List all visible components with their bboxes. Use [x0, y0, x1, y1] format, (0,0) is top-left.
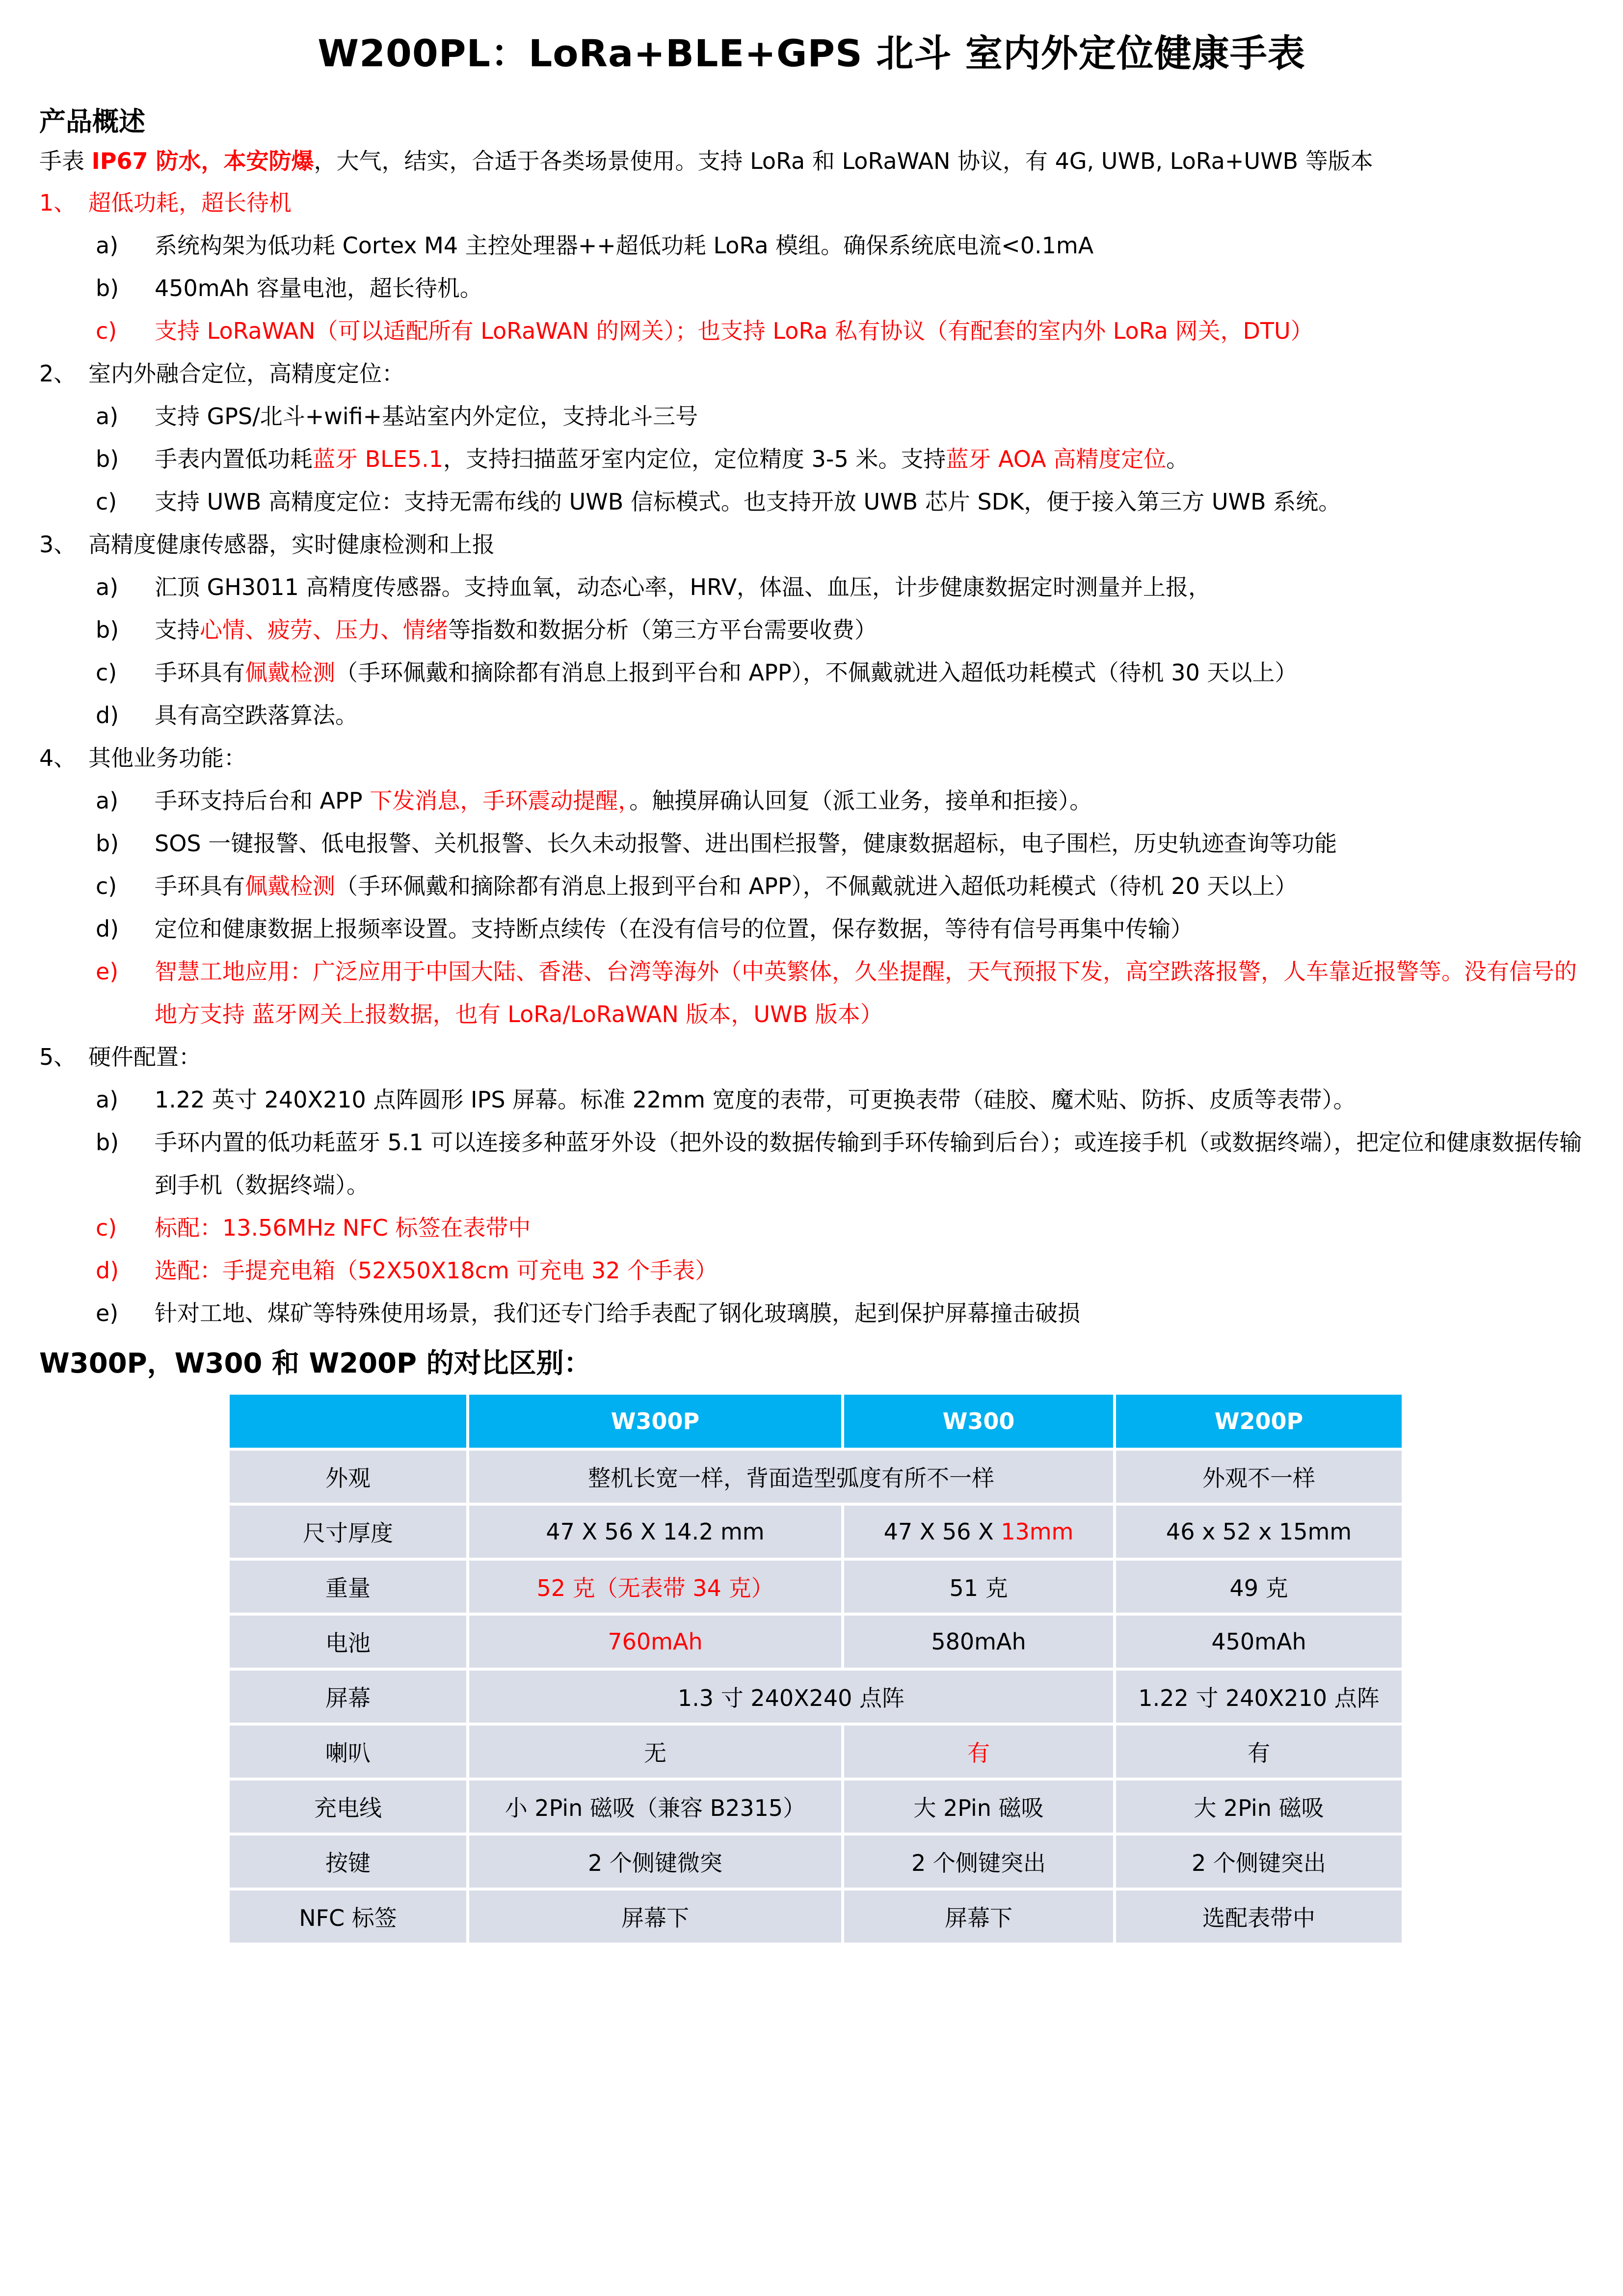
row-label: 充电线 [230, 1781, 466, 1833]
section-heading [39, 737, 1584, 780]
comparison-heading: W300P，W300 和 W200P 的对比区别： [39, 1348, 591, 1379]
text-run: SOS 一键报警、低电报警、关机报警、长久未动报警、进出围栏报警，健康数据超标，电子围栏，历史轨迹查询等功能 [155, 830, 1337, 857]
list-item-text [155, 694, 1584, 737]
table-cell [469, 1506, 841, 1558]
list-item [39, 609, 1584, 651]
list-item-marker: a) [96, 1086, 119, 1113]
text-run: 支持 UWB 高精度定位：支持无需布线的 UWB 信标模式。也支持开放 UWB 芯片 SDK，便于接入第三方 UWB 系统。 [155, 488, 1341, 515]
table-cell [469, 1616, 841, 1668]
text-run: 47 X 56 X 14.2 mm [546, 1518, 765, 1545]
text-run: 手环内置的低功耗蓝牙 5.1 可以连接多种蓝牙外设（把外设的数据传输到手环传输到后台）；或连接手机（或数据终端），把定位和健康数据传输到手机（数据终端）。 [155, 1129, 1582, 1198]
section-number: 5、 [39, 1044, 77, 1070]
list-item-text [155, 224, 1584, 267]
header-cell-blank [230, 1395, 466, 1448]
text-run: 整机长宽一样，背面造型弧度有所不一样 [588, 1465, 994, 1491]
text-run: 大 2Pin 磁吸 [1194, 1795, 1324, 1821]
list-item-text [155, 950, 1584, 1036]
text-run: 支持 LoRaWAN（可以适配所有 LoRaWAN 的网关）；也支持 LoRa 私有协议（有配套的室内外 LoRa 网关，DTU） [155, 318, 1313, 344]
text-run: 等指数和数据分析（第三方平台需要收费） [448, 617, 877, 643]
text-run: 450mAh [1211, 1628, 1306, 1655]
row-label: 按键 [230, 1836, 466, 1888]
list-item [39, 438, 1584, 481]
page-title: W200PL：LoRa+BLE+GPS 北斗 室内外定位健康手表 [318, 31, 1305, 75]
text-run: 系统构架为低功耗 Cortex M4 主控处理器++超低功耗 LoRa 模组。确保系统底电流<0.1mA [155, 232, 1094, 259]
list-item-text [155, 566, 1584, 609]
section-title [88, 1036, 201, 1079]
text-run: 1.22 寸 240X210 点阵 [1138, 1685, 1380, 1711]
text-run: 。触摸屏确认回复（派工业务，接单和拒接）。 [629, 787, 1092, 814]
list-item-text [155, 481, 1584, 523]
table-row [230, 1781, 1402, 1833]
text-run: 定位和健康数据上报频率设置。支持断点续传（在没有信号的位置，保存数据，等待有信号再集中传输） [155, 916, 1193, 942]
text-run: 。 [1166, 446, 1189, 472]
list-item-text [155, 651, 1584, 694]
text-run: 52 克（无表带 34 克） [536, 1575, 774, 1601]
section-title [88, 182, 292, 224]
text-run: 1.22 英寸 240X210 点阵圆形 IPS 屏幕。标准 22mm 宽度的表带，可更换表带（硅胶、魔术贴、防拆、皮质等表带）。 [155, 1086, 1356, 1113]
comparison-table [227, 1392, 1405, 1945]
text-run: 1.3 寸 240X240 点阵 [677, 1685, 905, 1711]
list-item-marker: b) [96, 275, 119, 301]
row-label: 屏幕 [230, 1671, 466, 1723]
list-item-text [155, 822, 1584, 865]
text-run: 选配表带中 [1202, 1905, 1315, 1931]
list-item [39, 651, 1584, 694]
text-run: 手环具有 [155, 873, 245, 899]
header-cell-w300p: W300P [469, 1395, 841, 1448]
list-item [39, 1079, 1584, 1121]
text-run: 13mm [1001, 1518, 1074, 1545]
list-item-marker: c) [96, 873, 117, 899]
list-item [39, 950, 1584, 1036]
list-item [39, 908, 1584, 950]
list-item-text [155, 780, 1584, 822]
table-row [230, 1616, 1402, 1668]
list-item-text [155, 865, 1584, 908]
text-run: 下发消息，手环震动提醒， [370, 787, 630, 814]
table-cell [469, 1561, 841, 1613]
section-heading [39, 182, 1584, 224]
list-item [39, 1249, 1584, 1292]
section-number: 2、 [39, 360, 77, 387]
text-run: 汇顶 GH3011 高精度传感器。支持血氧，动态心率，HRV，体温、血压，计步健康数据定时测量并上报， [155, 574, 1211, 600]
list-item-marker: c) [96, 318, 117, 344]
text-run: 有 [1248, 1740, 1270, 1766]
list-item-text [155, 267, 1584, 310]
list-item-text [155, 1207, 1584, 1249]
list-item-marker: a) [96, 574, 119, 600]
section-heading [39, 352, 1584, 395]
header-cell-w200p: W200P [1116, 1395, 1402, 1448]
table-cell [844, 1561, 1113, 1613]
text-run: 佩戴检测 [245, 659, 335, 686]
list-item-text [155, 438, 1584, 481]
section-title [88, 523, 495, 566]
section-number: 4、 [39, 745, 77, 771]
text-run: 室内外融合定位，高精度定位： [88, 360, 404, 387]
text-run: 其他业务功能： [88, 745, 246, 771]
table-row [230, 1561, 1402, 1613]
list-item [39, 1207, 1584, 1249]
list-item-marker: d) [96, 702, 119, 729]
text-run: 大 2Pin 磁吸 [913, 1795, 1044, 1821]
list-item-marker: b) [96, 830, 119, 857]
list-item-marker: c) [96, 1215, 117, 1241]
text-run: 手表 [39, 148, 92, 174]
text-run: 小 2Pin 磁吸（兼容 B2315） [505, 1795, 806, 1821]
text-run: 2 个侧键微突 [588, 1850, 722, 1876]
section-number: 1、 [39, 189, 77, 216]
row-label: 尺寸厚度 [230, 1506, 466, 1558]
list-item-marker: e) [96, 958, 119, 985]
text-run: 选配：手提充电箱（52X50X18cm 可充电 32 个手表） [155, 1257, 718, 1284]
list-item [39, 395, 1584, 438]
text-run: 智慧工地应用：广泛应用于中国大陆、香港、台湾等海外（中英繁体，久坐提醒，天气预报下发，高空跌落报警，人车靠近报警等。没有信号的地方支持 蓝牙网关上报数据，也有 LoRa/LoRaWAN 版本，UWB 版本） [155, 958, 1577, 1027]
list-item [39, 865, 1584, 908]
text-run: 支持 GPS/北斗+wifi+基站室内外定位，支持北斗三号 [155, 403, 698, 430]
text-run: 佩戴检测 [245, 873, 335, 899]
list-item [39, 224, 1584, 267]
table-cell [1116, 1836, 1402, 1888]
feature-sections [39, 182, 1584, 1335]
text-run: 2 个侧键突出 [911, 1850, 1046, 1876]
text-run: 2 个侧键突出 [1192, 1850, 1326, 1876]
text-run: 46 x 52 x 15mm [1166, 1518, 1352, 1545]
list-item-text [155, 609, 1584, 651]
list-item-marker: c) [96, 488, 117, 515]
table-cell [844, 1506, 1113, 1558]
text-run: 760mAh [608, 1628, 703, 1655]
comparison-header-row [230, 1395, 1402, 1448]
section-title [88, 352, 404, 395]
section-heading [39, 523, 1584, 566]
table-cell [844, 1726, 1113, 1778]
list-item-text [155, 395, 1584, 438]
list-item [39, 566, 1584, 609]
text-run: 49 克 [1229, 1575, 1288, 1601]
text-run: ，大气，结实，合适于各类场景使用。支持 LoRa 和 LoRaWAN 协议，有 4G, UWB, LoRa+UWB 等版本 [314, 148, 1373, 174]
list-item-marker: b) [96, 1129, 119, 1156]
overview-intro [39, 140, 1584, 182]
row-label: 电池 [230, 1616, 466, 1668]
list-item-marker: c) [96, 659, 117, 686]
text-run: 有 [967, 1740, 990, 1766]
table-cell [469, 1891, 841, 1943]
header-cell-w300: W300 [844, 1395, 1113, 1448]
list-item [39, 481, 1584, 523]
text-run: ，支持扫描蓝牙室内定位，定位精度 3-5 米。支持 [443, 446, 946, 472]
table-cell [1116, 1616, 1402, 1668]
text-run: 450mAh 容量电池，超长待机。 [155, 275, 482, 301]
table-row [230, 1506, 1402, 1558]
table-cell [469, 1836, 841, 1888]
list-item [39, 1292, 1584, 1335]
row-label: 重量 [230, 1561, 466, 1613]
row-label: 外观 [230, 1451, 466, 1503]
text-run: 47 X 56 X [883, 1518, 1001, 1545]
list-item-marker: a) [96, 787, 119, 814]
text-run: 手表内置低功耗 [155, 446, 313, 472]
text-run: 高精度健康传感器，实时健康检测和上报 [88, 531, 495, 558]
list-item-marker: a) [96, 232, 119, 259]
list-item-marker: a) [96, 403, 119, 430]
section-number: 3、 [39, 531, 77, 558]
text-run: 支持 [155, 617, 200, 643]
table-cell [469, 1781, 841, 1833]
list-item [39, 267, 1584, 310]
text-run: 蓝牙 AOA 高精度定位 [946, 446, 1167, 472]
text-run: 超低功耗，超长待机 [88, 189, 292, 216]
section-heading [39, 1036, 1584, 1079]
table-row [230, 1671, 1402, 1723]
table-row [230, 1891, 1402, 1943]
table-cell [1116, 1726, 1402, 1778]
table-cell [1116, 1891, 1402, 1943]
list-item [39, 822, 1584, 865]
list-item-marker: b) [96, 617, 119, 643]
list-item-text [155, 1121, 1584, 1207]
text-run: 屏幕下 [621, 1905, 689, 1931]
text-run: 手环具有 [155, 659, 245, 686]
text-run: 外观不一样 [1202, 1465, 1315, 1491]
table-cell [844, 1781, 1113, 1833]
text-run: 标配：13.56MHz NFC 标签在表带中 [155, 1215, 531, 1241]
text-run: IP67 防水，本安防爆 [91, 148, 314, 174]
table-cell [1116, 1506, 1402, 1558]
list-item-text [155, 1249, 1584, 1292]
list-item-text [155, 908, 1584, 950]
text-run: 硬件配置： [88, 1044, 201, 1070]
list-item-text [155, 1292, 1584, 1335]
table-cell [844, 1836, 1113, 1888]
list-item-text [155, 1079, 1584, 1121]
table-cell [469, 1726, 841, 1778]
text-run: 无 [644, 1740, 666, 1766]
text-run: 580mAh [931, 1628, 1026, 1655]
list-item [39, 310, 1584, 352]
table-row [230, 1451, 1402, 1503]
text-run: 具有高空跌落算法。 [155, 702, 358, 729]
list-item-marker: d) [96, 1257, 119, 1284]
table-cell [469, 1671, 1113, 1723]
text-run: 屏幕下 [945, 1905, 1012, 1931]
row-label: NFC 标签 [230, 1891, 466, 1943]
list-item [39, 694, 1584, 737]
table-row [230, 1726, 1402, 1778]
table-cell [1116, 1671, 1402, 1723]
table-cell [844, 1891, 1113, 1943]
list-item-marker: d) [96, 916, 119, 942]
list-item [39, 780, 1584, 822]
list-item-marker: e) [96, 1300, 119, 1326]
section-title [88, 737, 246, 780]
text-run: 蓝牙 BLE5.1 [313, 446, 444, 472]
list-item [39, 1121, 1584, 1207]
text-run: （手环佩戴和摘除都有消息上报到平台和 APP），不佩戴就进入超低功耗模式（待机 30 天以上） [335, 659, 1298, 686]
table-cell [1116, 1561, 1402, 1613]
table-cell [1116, 1781, 1402, 1833]
overview-heading: 产品概述 [39, 106, 145, 137]
table-cell [844, 1616, 1113, 1668]
table-row [230, 1836, 1402, 1888]
list-item-marker: b) [96, 446, 119, 472]
text-run: 心情、疲劳、压力、情绪 [200, 617, 448, 643]
row-label: 喇叭 [230, 1726, 466, 1778]
table-cell [469, 1451, 1113, 1503]
text-run: 针对工地、煤矿等特殊使用场景，我们还专门给手表配了钢化玻璃膜，起到保护屏幕撞击破损 [155, 1300, 1080, 1326]
list-item-text [155, 310, 1584, 352]
text-run: 51 克 [949, 1575, 1008, 1601]
text-run: （手环佩戴和摘除都有消息上报到平台和 APP），不佩戴就进入超低功耗模式（待机 20 天以上） [335, 873, 1298, 899]
table-cell [1116, 1451, 1402, 1503]
text-run: 手环支持后台和 APP [155, 787, 370, 814]
